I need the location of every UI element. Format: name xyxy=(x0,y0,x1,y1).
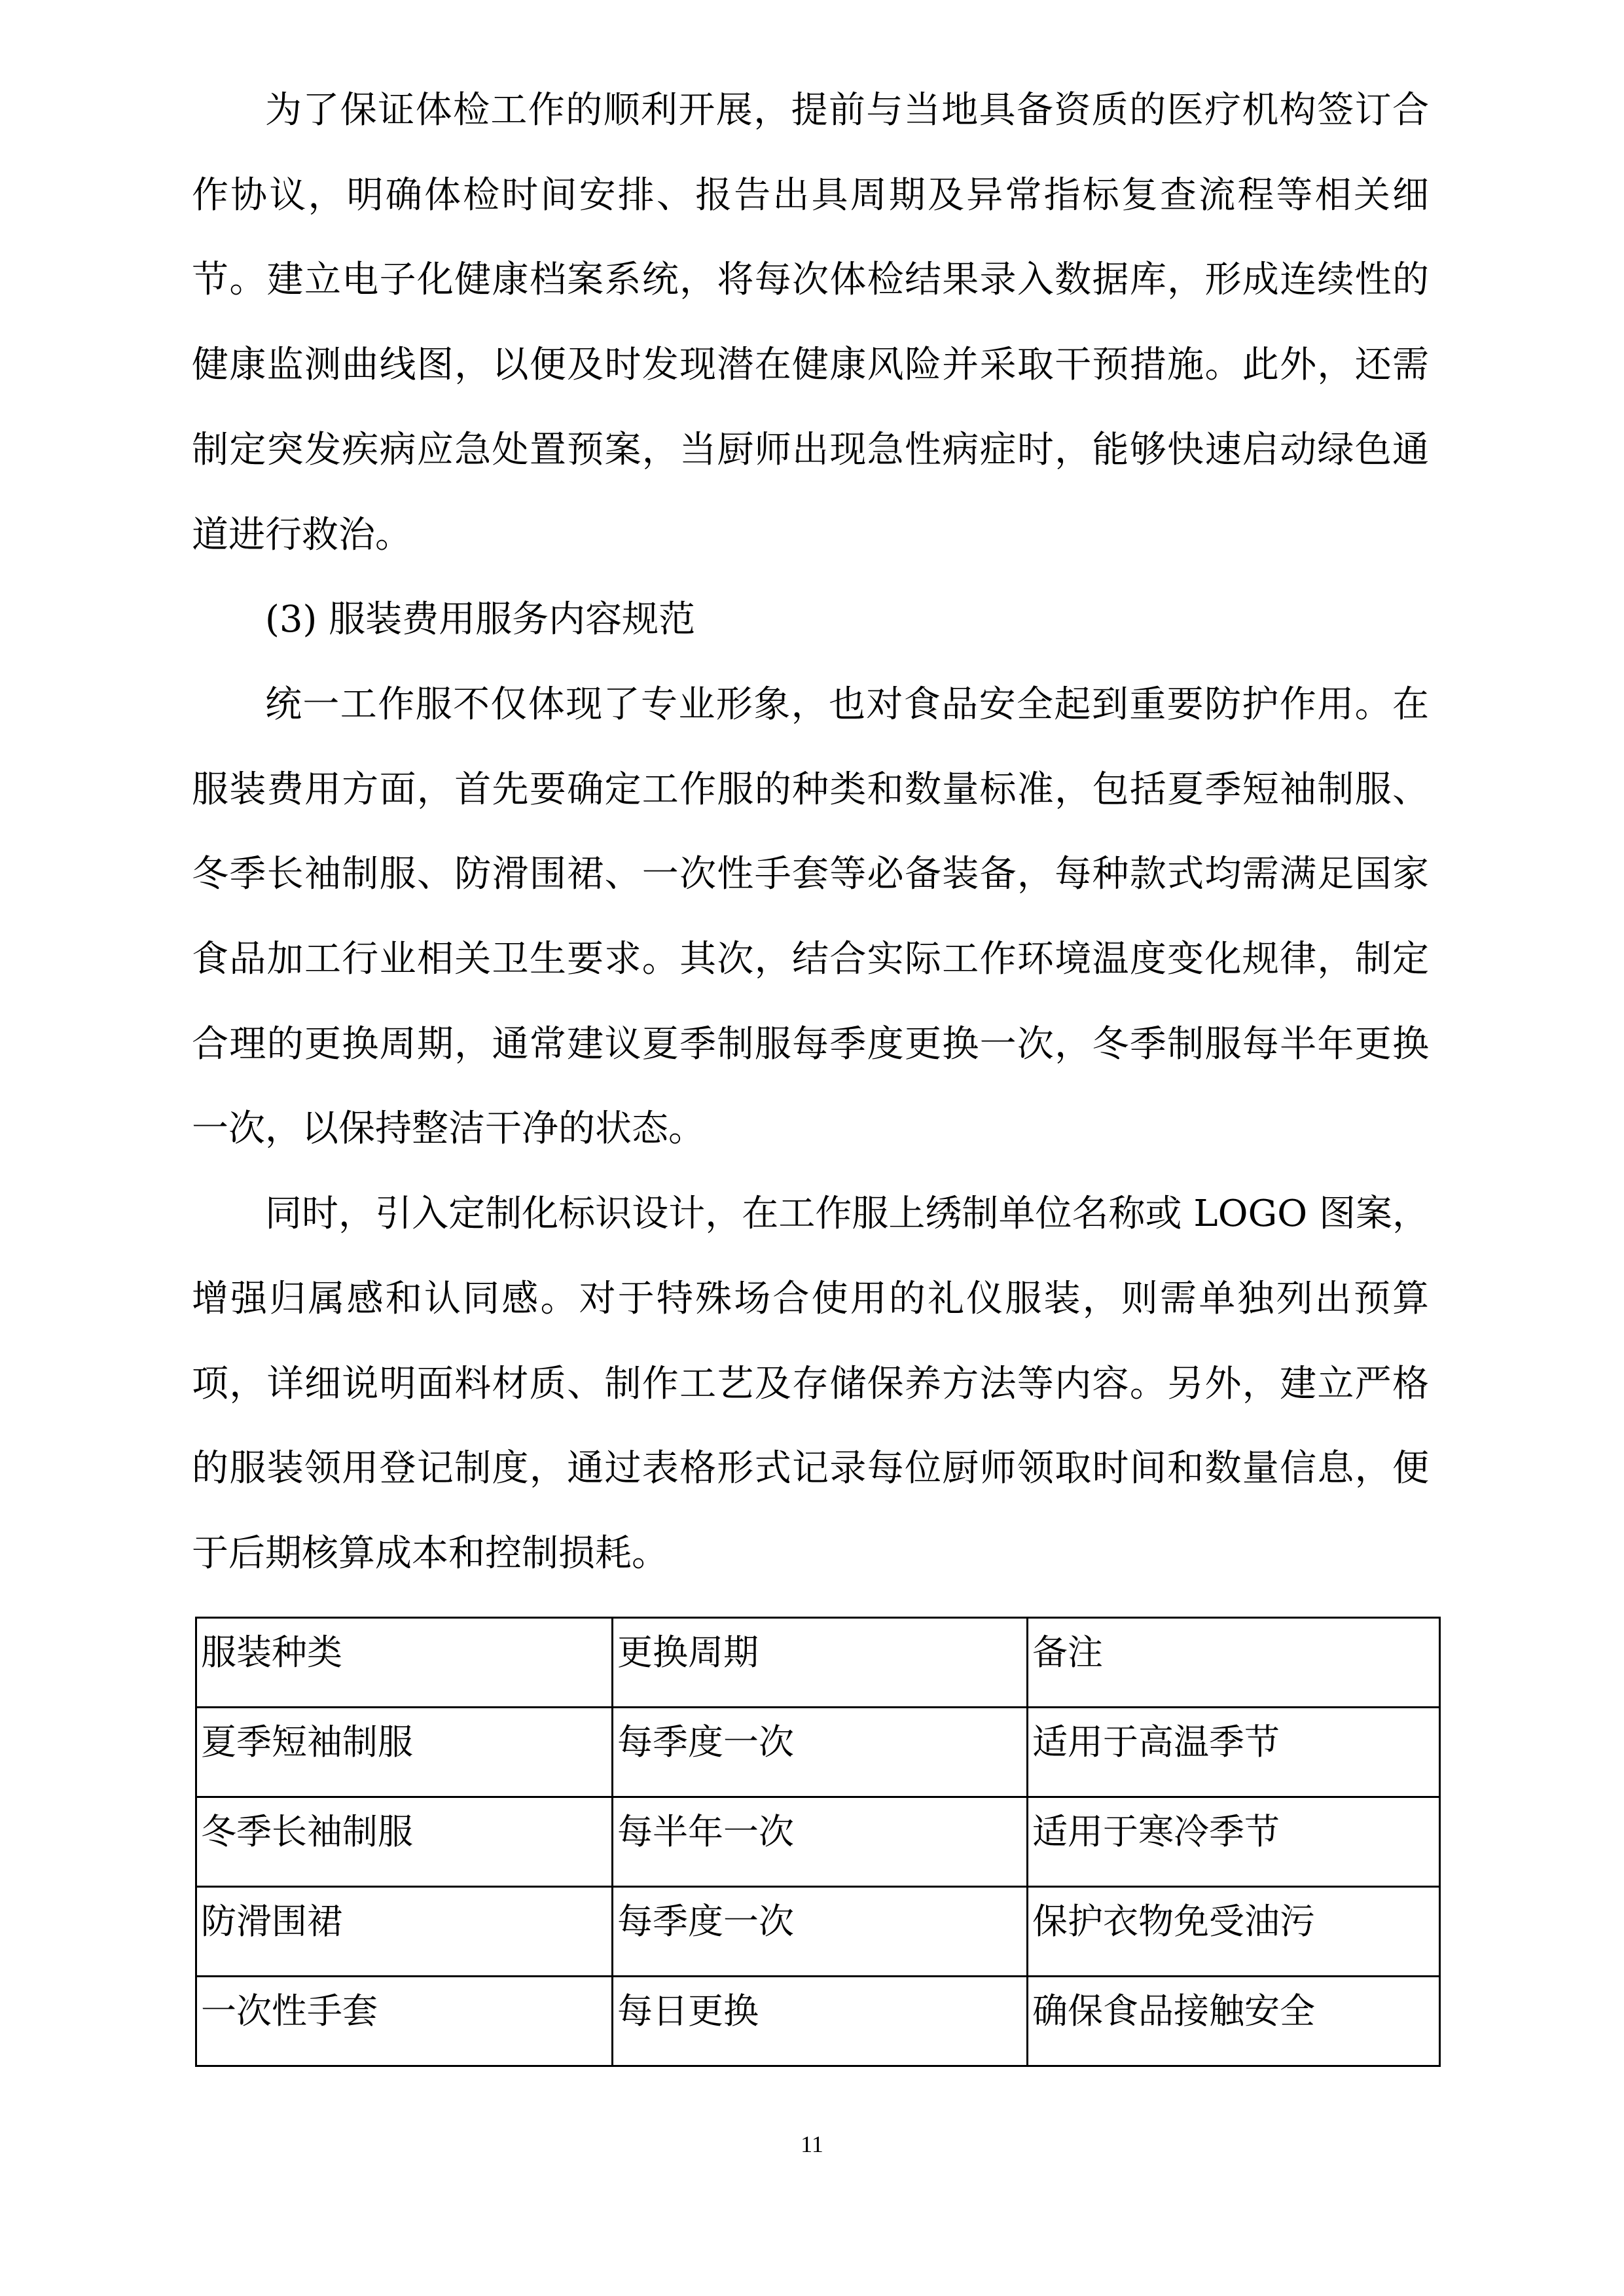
table-row xyxy=(196,1708,1440,1797)
table-cell: 每季度一次 xyxy=(613,1708,1028,1797)
paragraph-uniform-standards: 统一工作服不仅体现了专业形象，也对食品安全起到重要防护作用。在服装费用方面，首先要确定工作服的种类和数量标准，包括夏季短袖制服、冬季长袖制服、防滑围裙、一次性手套等必备装备，每种款式均需满足国家食品加工行业相关卫生要求。其次，结合实际工作环境温度变化规律，制定合理的更换周期，通常建议夏季制服每季度更换一次，冬季制服每半年更换一次，以保持整洁干净的状态。 xyxy=(192,683,1429,1151)
table-cell: 夏季短袖制服 xyxy=(196,1708,613,1797)
table-cell: 防滑围裙 xyxy=(196,1887,613,1977)
table-cell: 每季度一次 xyxy=(613,1887,1028,1977)
document-body xyxy=(192,68,1429,1596)
header-cell: 服装种类 xyxy=(196,1618,613,1708)
table-cell: 冬季长袖制服 xyxy=(196,1797,613,1887)
table-cell: 一次性手套 xyxy=(196,1977,613,2066)
paragraph-custom-logo: 同时，引入定制化标识设计，在工作服上绣制单位名称或 LOGO 图案，增强归属感和认同感。对于特殊场合使用的礼仪服装，则需单独列出预算项，详细说明面料材质、制作工艺及存储保养方法等内容。另外，建立严格的服装领用登记制度，通过表格形式记录每位厨师领取时间和数量信息，便于后期核算成本和控制损耗。 xyxy=(192,1193,1429,1575)
table-row xyxy=(196,1887,1440,1977)
table-cell: 适用于高温季节 xyxy=(1028,1708,1440,1797)
table-cell: 每日更换 xyxy=(613,1977,1028,2066)
table-row xyxy=(196,1797,1440,1887)
section-heading-clothing: (3) 服装费用服务内容规范 xyxy=(265,598,696,641)
table-cell: 每半年一次 xyxy=(613,1797,1028,1887)
table-header-row xyxy=(196,1618,1440,1708)
page-number: 11 xyxy=(801,2131,823,2157)
header-cell: 备注 xyxy=(1028,1618,1440,1708)
table-cell: 适用于寒冷季节 xyxy=(1028,1797,1440,1887)
clothing-table xyxy=(195,1617,1441,2067)
header-cell: 更换周期 xyxy=(613,1618,1028,1708)
table-cell: 保护衣物免受油污 xyxy=(1028,1887,1440,1977)
table-row xyxy=(196,1977,1440,2066)
table-cell: 确保食品接触安全 xyxy=(1028,1977,1440,2066)
paragraph-health-check: 为了保证体检工作的顺利开展，提前与当地具备资质的医疗机构签订合作协议，明确体检时间安排、报告出具周期及异常指标复查流程等相关细节。建立电子化健康档案系统，将每次体检结果录入数据库，形成连续性的健康监测曲线图，以便及时发现潜在健康风险并采取干预措施。此外，还需制定突发疾病应急处置预案，当厨师出现急性病症时，能够快速启动绿色通道进行救治。 xyxy=(192,89,1429,556)
